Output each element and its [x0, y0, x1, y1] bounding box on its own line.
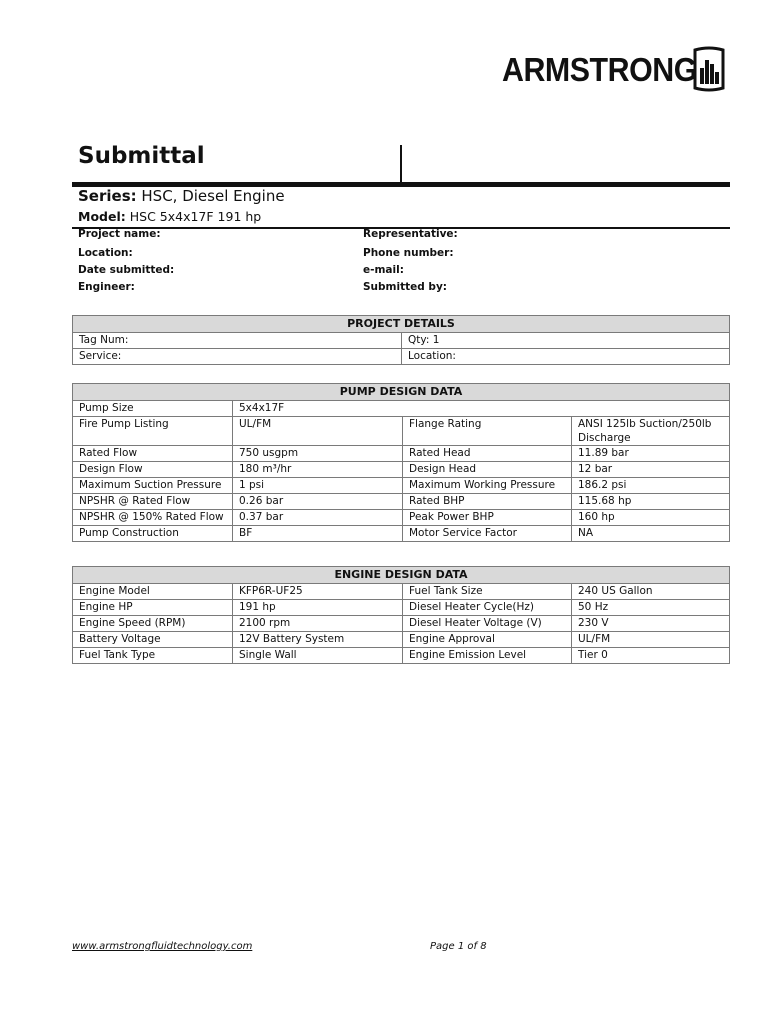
engineer-label: Engineer: — [78, 281, 135, 293]
table-cell: 191 hp — [233, 600, 403, 616]
table-cell: Engine Speed (RPM) — [73, 616, 233, 632]
series-line — [78, 187, 285, 205]
table-cell: Engine Approval — [403, 632, 572, 648]
table-cell: Maximum Working Pressure — [403, 478, 572, 494]
table-cell: KFP6R-UF25 — [233, 584, 403, 600]
armstrong-emblem-icon — [692, 46, 726, 92]
table-row — [73, 526, 730, 542]
table-cell: Fuel Tank Type — [73, 648, 233, 664]
table-row — [73, 462, 730, 478]
logo-wordmark: ARMSTRONG — [502, 50, 697, 88]
table-cell: Tag Num: — [73, 333, 402, 349]
location-label: Location: — [78, 247, 133, 259]
table-cell: NPSHR @ Rated Flow — [73, 494, 233, 510]
pump-design-table — [72, 383, 730, 542]
pump-design-heading: PUMP DESIGN DATA — [73, 384, 730, 401]
title-divider — [400, 145, 402, 183]
table-cell: 50 Hz — [572, 600, 730, 616]
submitted-by-label: Submitted by: — [363, 281, 447, 293]
table-row — [73, 632, 730, 648]
series-label: Series: — [78, 187, 137, 205]
table-cell: 5x4x17F — [233, 401, 730, 417]
table-cell: NPSHR @ 150% Rated Flow — [73, 510, 233, 526]
table-row — [73, 401, 730, 417]
table-row — [73, 600, 730, 616]
table-cell: 180 m³/hr — [233, 462, 403, 478]
table-cell: 750 usgpm — [233, 446, 403, 462]
website-link[interactable]: www.armstrongfluidtechnology.com — [72, 941, 253, 952]
table-cell: UL/FM — [233, 417, 403, 446]
table-cell: 115.68 hp — [572, 494, 730, 510]
page-number: Page 1 of 8 — [430, 941, 487, 952]
phone-number-label: Phone number: — [363, 247, 454, 259]
table-cell: Design Head — [403, 462, 572, 478]
table-cell: Tier 0 — [572, 648, 730, 664]
table-cell: Fuel Tank Size — [403, 584, 572, 600]
table-cell: 12V Battery System — [233, 632, 403, 648]
table-cell: 230 V — [572, 616, 730, 632]
table-cell: Fire Pump Listing — [73, 417, 233, 446]
project-details-heading: PROJECT DETAILS — [73, 316, 730, 333]
table-cell: Peak Power BHP — [403, 510, 572, 526]
table-cell: Motor Service Factor — [403, 526, 572, 542]
table-cell: BF — [233, 526, 403, 542]
table-row — [73, 446, 730, 462]
engine-design-table — [72, 566, 730, 664]
table-cell: NA — [572, 526, 730, 542]
table-cell: Service: — [73, 349, 402, 365]
table-cell: 1 psi — [233, 478, 403, 494]
model-line — [78, 209, 261, 224]
table-row — [73, 333, 730, 349]
model-value: HSC 5x4x17F 191 hp — [129, 209, 262, 224]
table-row — [73, 478, 730, 494]
table-cell: Flange Rating — [403, 417, 572, 446]
table-cell: Engine HP — [73, 600, 233, 616]
table-cell: 2100 rpm — [233, 616, 403, 632]
table-row — [73, 648, 730, 664]
table-cell: 0.37 bar — [233, 510, 403, 526]
table-cell: ANSI 125lb Suction/250lb Discharge — [572, 417, 730, 446]
table-row — [73, 494, 730, 510]
table-cell: Qty: 1 — [402, 333, 730, 349]
table-cell: Battery Voltage — [73, 632, 233, 648]
table-row — [73, 417, 730, 446]
table-cell: Rated BHP — [403, 494, 572, 510]
table-cell: Rated Head — [403, 446, 572, 462]
table-cell: 12 bar — [572, 462, 730, 478]
project-name-label: Project name: — [78, 228, 161, 240]
date-submitted-label: Date submitted: — [78, 264, 175, 276]
page-title: Submittal — [78, 143, 205, 169]
table-cell: UL/FM — [572, 632, 730, 648]
table-cell: Design Flow — [73, 462, 233, 478]
table-row — [73, 584, 730, 600]
table-cell: Pump Size — [73, 401, 233, 417]
table-cell: Diesel Heater Voltage (V) — [403, 616, 572, 632]
model-label: Model: — [78, 209, 126, 224]
table-row — [73, 349, 730, 365]
project-details-table — [72, 315, 730, 365]
table-cell: Location: — [402, 349, 730, 365]
table-cell: 11.89 bar — [572, 446, 730, 462]
table-cell: Engine Model — [73, 584, 233, 600]
table-cell: 0.26 bar — [233, 494, 403, 510]
table-cell: Engine Emission Level — [403, 648, 572, 664]
table-row — [73, 510, 730, 526]
series-value: HSC, Diesel Engine — [141, 187, 285, 205]
table-cell: Diesel Heater Cycle(Hz) — [403, 600, 572, 616]
engine-design-heading: ENGINE DESIGN DATA — [73, 567, 730, 584]
table-cell: Rated Flow — [73, 446, 233, 462]
representative-label: Representative: — [363, 228, 458, 240]
table-cell: 160 hp — [572, 510, 730, 526]
table-row — [73, 616, 730, 632]
table-cell: 186.2 psi — [572, 478, 730, 494]
table-cell: Pump Construction — [73, 526, 233, 542]
table-cell: 240 US Gallon — [572, 584, 730, 600]
table-cell: Single Wall — [233, 648, 403, 664]
email-label: e-mail: — [363, 264, 404, 276]
table-cell: Maximum Suction Pressure — [73, 478, 233, 494]
armstrong-logo — [502, 46, 714, 92]
